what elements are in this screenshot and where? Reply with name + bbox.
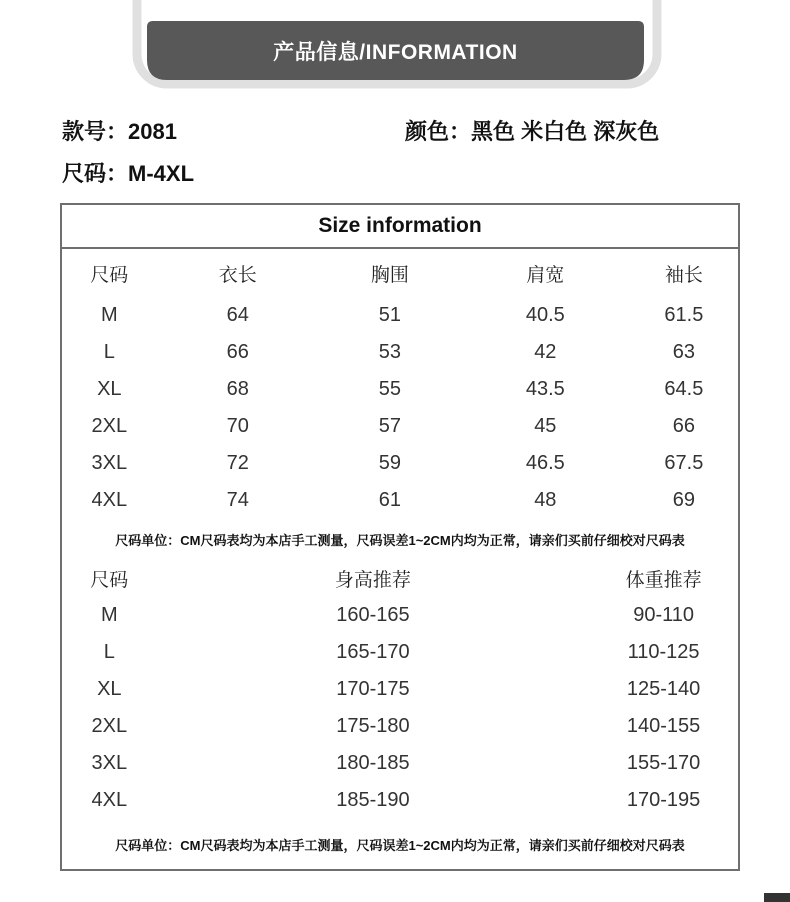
measure-cell: 46.5 (525, 452, 565, 474)
column-header: 身高推荐 (334, 569, 411, 591)
measure-cell: 68 (226, 378, 249, 400)
measure-cell: 45 (534, 415, 557, 437)
table-row (62, 334, 738, 371)
table-row (62, 671, 738, 708)
measure-cell: 59 (378, 452, 401, 474)
weight-cell: 170-195 (626, 789, 701, 811)
corner-mark (764, 893, 790, 902)
table-row (62, 445, 738, 482)
measure-cell: 64 (226, 304, 249, 326)
size-table-note: 尺码单位：CM尺码表均为本店手工测量，尺码误差1~2CM内均为正常，请亲们买前仔细校对尺码表 (115, 532, 685, 548)
information-banner (0, 0, 790, 96)
table-row (62, 482, 738, 519)
weight-cell: 110-125 (627, 641, 700, 663)
measure-cell: 57 (378, 415, 401, 437)
measure-cell: 48 (534, 489, 557, 511)
product-size-line (62, 157, 194, 188)
banner-title: 产品信息/INFORMATION (273, 40, 518, 64)
measure-cell: 53 (378, 341, 401, 363)
column-header: 衣长 (218, 264, 257, 286)
size-cell: 3XL (91, 452, 128, 474)
measure-cell: 61.5 (664, 304, 704, 326)
size-cell: L (103, 641, 115, 663)
measure-cell: 51 (378, 304, 401, 326)
measure-cell: 66 (672, 415, 696, 437)
measure-cell: 64.5 (664, 378, 704, 400)
size-table-title: Size information (62, 205, 738, 249)
table-row (62, 745, 738, 782)
measure-cell: 42 (534, 341, 557, 363)
size-cell: 4XL (91, 489, 128, 511)
column-header: 体重推荐 (625, 569, 702, 591)
column-header: 袖长 (664, 264, 703, 286)
table-row (62, 597, 738, 634)
fit-table-note: 尺码单位：CM尺码表均为本店手工测量，尺码误差1~2CM内均为正常，请亲们买前仔细校对尺码表 (115, 837, 685, 853)
size-cell: M (100, 304, 118, 326)
measure-cell: 61 (378, 489, 401, 511)
weight-cell: 125-140 (626, 678, 701, 700)
measure-cell: 43.5 (525, 378, 565, 400)
measure-cell: 66 (226, 341, 249, 363)
size-cell: L (103, 341, 115, 363)
color-value: 黑色 米白色 深灰色 (471, 119, 660, 144)
table-row (62, 297, 738, 334)
size-cell: 4XL (91, 789, 128, 811)
column-header: 胸围 (370, 264, 409, 286)
measure-cell: 72 (226, 452, 249, 474)
table-row (62, 634, 738, 671)
weight-cell: 155-170 (626, 752, 701, 774)
size-cell: 2XL (91, 715, 128, 737)
weight-cell: 140-155 (626, 715, 701, 737)
column-header: 肩宽 (526, 264, 565, 286)
measure-cell: 67.5 (664, 452, 704, 474)
size-cell: XL (97, 378, 122, 400)
size-cell: M (100, 604, 118, 626)
weight-cell: 90-110 (633, 604, 694, 626)
column-header: 尺码 (90, 569, 129, 591)
size-value: M-4XL (128, 161, 195, 186)
height-cell: 175-180 (336, 715, 410, 737)
measure-cell: 40.5 (525, 304, 565, 326)
color-label: 颜色： (405, 119, 472, 144)
column-header: 尺码 (90, 264, 129, 286)
measure-cell: 69 (672, 489, 696, 511)
measure-cell: 70 (226, 415, 249, 437)
table-row (62, 782, 738, 819)
size-cell: XL (97, 678, 122, 700)
product-color-line (405, 115, 659, 146)
size-table-header-row (62, 249, 738, 297)
measure-cell: 55 (378, 378, 401, 400)
height-cell: 185-190 (336, 789, 410, 811)
table-row (62, 708, 738, 745)
measure-cell: 63 (672, 341, 696, 363)
model-label: 款号： (62, 119, 129, 144)
size-cell: 2XL (91, 415, 128, 437)
height-cell: 170-175 (336, 678, 410, 700)
model-value: 2081 (128, 119, 177, 144)
product-model-line (62, 115, 177, 146)
table-row (62, 408, 738, 445)
size-information-box (60, 203, 740, 871)
size-cell: 3XL (91, 752, 128, 774)
height-cell: 180-185 (336, 752, 410, 774)
fit-table-header-row (62, 559, 738, 597)
measure-cell: 74 (226, 489, 249, 511)
table-row (62, 371, 738, 408)
height-cell: 160-165 (336, 604, 410, 626)
size-label: 尺码： (62, 161, 129, 186)
height-cell: 165-170 (336, 641, 410, 663)
